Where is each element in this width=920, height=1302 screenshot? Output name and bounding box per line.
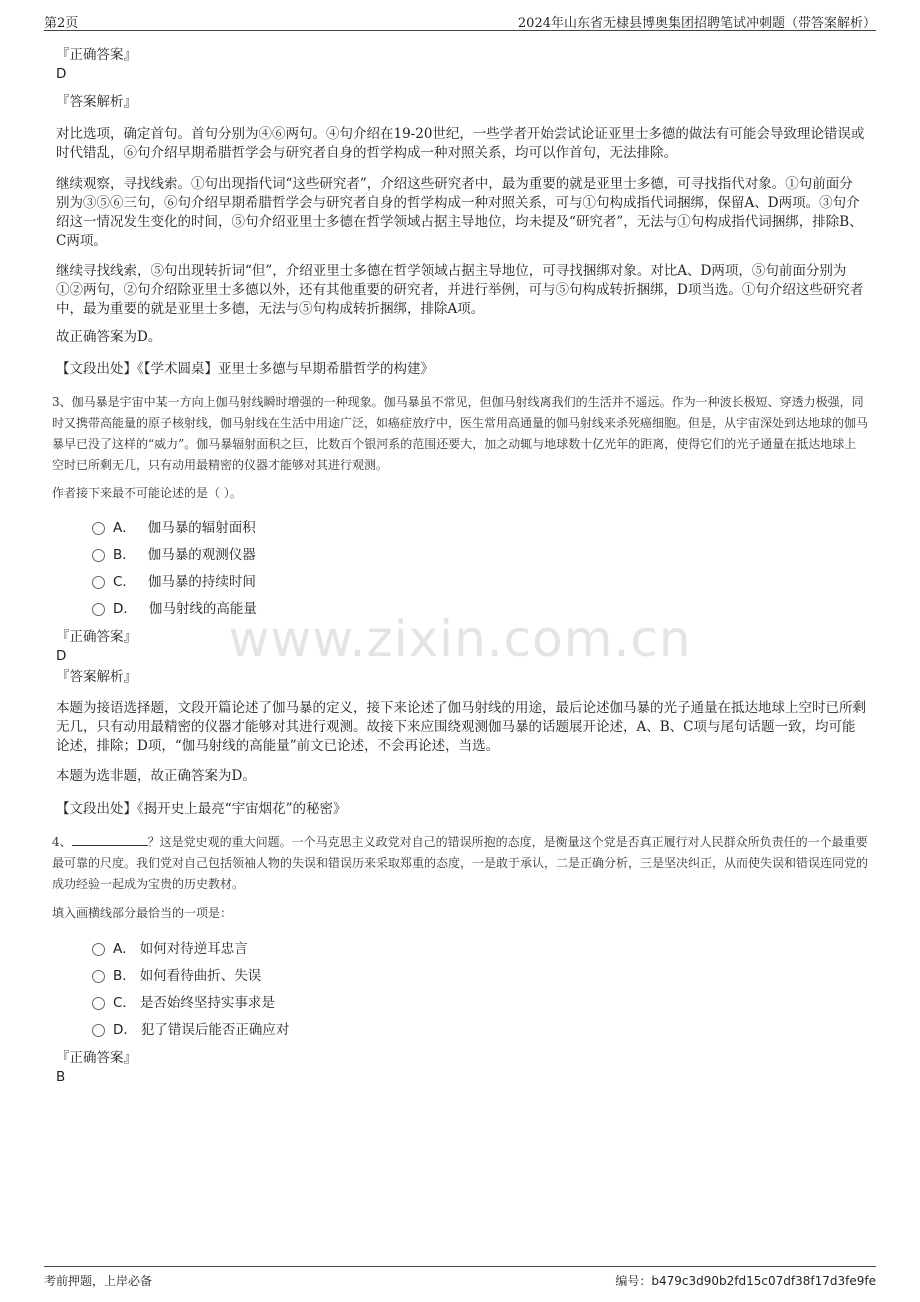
document-title: 2024年山东省无棣县博奥集团招聘笔试冲刺题（带答案解析） bbox=[517, 16, 876, 31]
q2-source: 【文段出处】《【学术圆桌】亚里士多德与早期希腊哲学的构建》 bbox=[56, 361, 434, 377]
q4-answer-block bbox=[56, 1049, 866, 1087]
answer-label: 『正确答案』 bbox=[56, 629, 137, 645]
page-header bbox=[44, 8, 876, 31]
q3-option-c[interactable]: C． 伽马暴的持续时间 bbox=[92, 572, 256, 592]
q2-analysis-p3: 继续寻找线索，⑤句出现转折词“但”，介绍亚里士多德在哲学领域占据主导地位，可寻找捆绑对象。对比A、D两项，⑤句前面分别为①②两句，②句介绍除亚里士多德以外，还有其他重要的研究者，并进行举例，可与⑤句构成转折捆绑，D项当选。①句介绍这些研究者中，最为重要的就是亚里士多德，无法与⑤句构成转折捆绑，排除A项。 bbox=[56, 263, 864, 317]
radio-button[interactable] bbox=[92, 997, 105, 1010]
q2-answer-block bbox=[56, 46, 866, 84]
q3-conclusion: 本题为选非题，故正确答案为D。 bbox=[56, 768, 256, 784]
q3-analysis-p1: 本题为接语选择题，文段开篇论述了伽马暴的定义，接下来论述了伽马射线的用途，最后论述伽马暴的光子通量在抵达地球上空时已所剩无几，只有动用最精密的仪器才能够对其进行观测。故接下来应围绕观测伽马暴的话题展开论述，A、B、C项与尾句话题一致，均可能论述，排除；D项，“伽马射线的高能量”前文已论述，不会再论述，当选。 bbox=[56, 700, 866, 754]
q3-option-b[interactable]: B． 伽马暴的观测仪器 bbox=[92, 545, 256, 565]
answer-value: D bbox=[56, 648, 67, 664]
q3-source: 【文段出处】《揭开史上最亮“宇宙烟花”的秘密》 bbox=[56, 801, 347, 817]
q2-analysis-p2: 继续观察，寻找线索。①句出现指代词“这些研究者”，介绍这些研究者中，最为重要的就是亚里士多德，可寻找指代对象。①句前面分别为③⑤⑥三句，⑥句介绍早期希腊哲学会与研究者自身的哲学构成一种对照关系，可与①句构成指代词捆绑，保留A、D两项。③句介绍这一情况发生变化的时间，⑤句介绍亚里士多德在哲学领域占据主导地位，均未提及“研究者”，无法与①句构成指代词捆绑，排除B、C两项。 bbox=[56, 176, 863, 249]
answer-value: D bbox=[56, 66, 67, 82]
q3-question: 作者接下来最不可能论述的是（ ）。 bbox=[52, 486, 242, 500]
q3-option-d[interactable]: D． 伽马射线的高能量 bbox=[92, 599, 257, 619]
footer-slogan: 考前押题，上岸必备 bbox=[44, 1274, 153, 1288]
radio-button[interactable] bbox=[92, 549, 105, 562]
q4-option-c[interactable]: C． 是否始终坚持实事求是 bbox=[92, 993, 275, 1013]
radio-button[interactable] bbox=[92, 576, 105, 589]
answer-label: 『正确答案』 bbox=[56, 47, 137, 63]
blank-underline bbox=[72, 833, 148, 846]
radio-button[interactable] bbox=[92, 1024, 105, 1037]
q2-conclusion: 故正确答案为D。 bbox=[56, 329, 162, 345]
q4-stem: 4、 ？这是党史观的重大问题。一个马克思主义政党对自己的错误所抱的态度，是衡量这个党是否真正履行对人民群众所负责任的一个最重要最可靠的尺度。我们党对自己包括领袖人物的失误和错误历来采取郑重的态度，一是敢于承认，二是正确分析，三是坚决纠正，从而使失误和错误连同党的成功经验一起成为宝贵的历史教材。 bbox=[52, 835, 869, 891]
q4-option-d[interactable]: D． 犯了错误后能否正确应对 bbox=[92, 1020, 289, 1040]
q4-option-b[interactable]: B． 如何看待曲折、失误 bbox=[92, 966, 261, 986]
q3-option-a[interactable]: A． 伽马暴的辐射面积 bbox=[92, 518, 256, 538]
q3-analysis-label: 『答案解析』 bbox=[56, 669, 137, 685]
radio-button[interactable] bbox=[92, 522, 105, 535]
radio-button[interactable] bbox=[92, 970, 105, 983]
q4-option-a[interactable]: A． 如何对待逆耳忠言 bbox=[92, 939, 248, 959]
q3-answer-block bbox=[56, 628, 866, 666]
radio-button[interactable] bbox=[92, 603, 105, 616]
radio-button[interactable] bbox=[92, 943, 105, 956]
q4-question: 填入画横线部分最恰当的一项是： bbox=[52, 906, 233, 920]
q2-analysis-label: 『答案解析』 bbox=[56, 94, 137, 110]
answer-value: B bbox=[56, 1069, 66, 1085]
document-id: 编号：b479c3d90b2fd15c07df38f17d3fe9fe bbox=[615, 1274, 876, 1288]
q3-stem: 3、伽马暴是宇宙中某一方向上伽马射线瞬时增强的一种现象。伽马暴虽不常见，但伽马射线离我们的生活并不遥远。作为一种波长极短、穿透力极强，同时又携带高能量的原子核射线，伽马射线在生活中用途广泛，如癌症放疗中，医生常用高通量的伽马射线来杀死癌细胞。但是，从宇宙深处到达地球的伽马暴早已没了这样的“威力”。伽马暴辐射面积之巨，比数百个银河系的范围还要大，加之动辄与地球数十亿光年的距离，使得它们的光子通量在抵达地球上空时已所剩无几，只有动用最精密的仪器才能够对其进行观测。 bbox=[52, 395, 869, 472]
page-number: 第2页 bbox=[44, 16, 79, 31]
q2-analysis-p1: 对比选项，确定首句。首句分别为④⑥两句。④句介绍在19-20世纪，一些学者开始尝试论证亚里士多德的做法有可能会导致理论错误或时代错乱，⑥句介绍早期希腊哲学会与研究者自身的哲学构成一种对照关系，均可以作首句，无法排除。 bbox=[56, 126, 865, 161]
page-footer bbox=[44, 1266, 876, 1291]
watermark: www.zixin.com.cn bbox=[228, 610, 692, 668]
answer-label: 『正确答案』 bbox=[56, 1050, 137, 1066]
